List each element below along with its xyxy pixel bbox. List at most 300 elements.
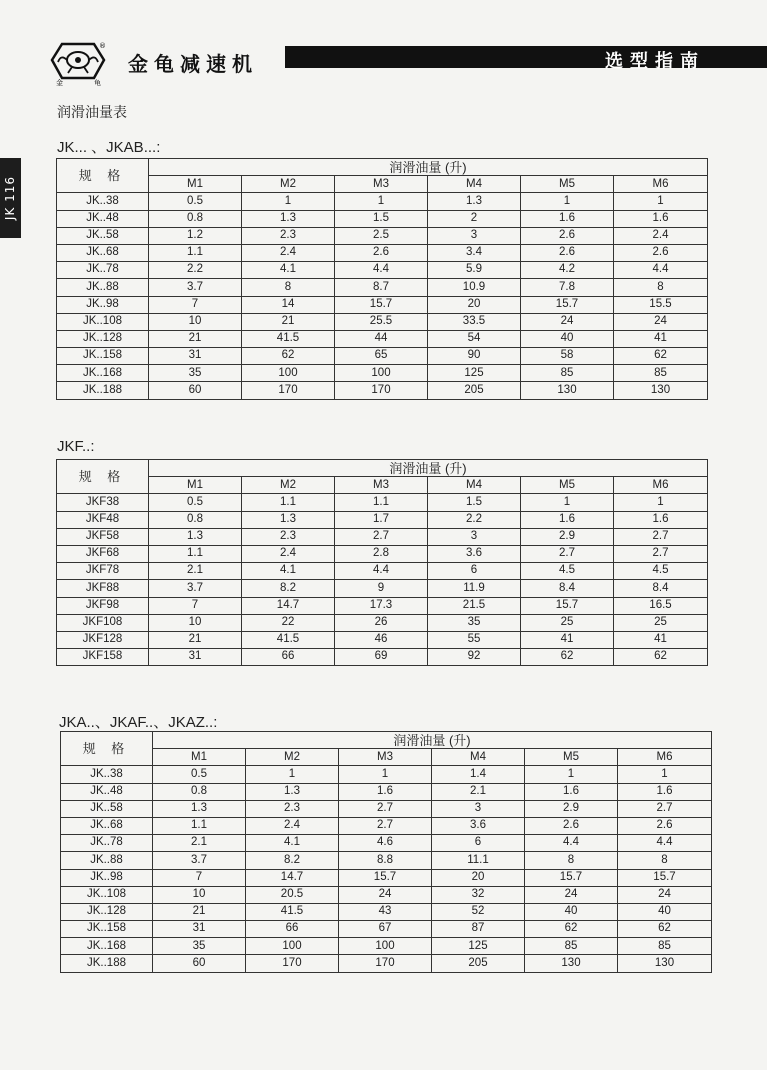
selection-guide-label: 选型指南 <box>605 51 705 72</box>
value-cell: 2.3 <box>242 528 335 545</box>
value-cell: 4.4 <box>335 563 428 580</box>
value-cell: 4.6 <box>339 835 432 852</box>
value-cell: 1.6 <box>339 783 432 800</box>
value-cell: 5.9 <box>428 262 521 279</box>
value-cell: 1.4 <box>432 766 525 783</box>
value-cell: 1.1 <box>335 494 428 511</box>
value-cell: 21.5 <box>428 597 521 614</box>
turtle-logo-icon <box>50 40 108 86</box>
value-cell: 14.7 <box>242 597 335 614</box>
value-cell: 11.9 <box>428 580 521 597</box>
column-header-m4: M4 <box>432 749 525 766</box>
value-cell: 31 <box>153 921 246 938</box>
spec-cell: JK..58 <box>57 227 149 244</box>
spec-cell: JK..48 <box>61 783 153 800</box>
value-cell: 2.7 <box>521 545 614 562</box>
value-cell: 54 <box>428 330 521 347</box>
value-cell: 14 <box>242 296 335 313</box>
spec-cell: JK..168 <box>57 365 149 382</box>
column-header-m2: M2 <box>242 176 335 193</box>
table-row <box>57 631 708 648</box>
value-cell: 3.7 <box>153 852 246 869</box>
value-cell: 8 <box>614 279 708 296</box>
value-cell: 6 <box>432 835 525 852</box>
value-cell: 24 <box>614 313 708 330</box>
spec-cell: JKF78 <box>57 563 149 580</box>
value-cell: 4.5 <box>614 563 708 580</box>
value-cell: 62 <box>614 348 708 365</box>
spec-header: 规 格 <box>57 460 149 494</box>
value-cell: 24 <box>521 313 614 330</box>
column-header-m1: M1 <box>153 749 246 766</box>
mounting-position-row <box>57 477 708 494</box>
section-title-jk: JK... 、JKAB...: <box>57 139 161 156</box>
value-cell: 205 <box>428 382 521 399</box>
value-cell: 26 <box>335 614 428 631</box>
value-cell: 3.7 <box>149 580 242 597</box>
table-row <box>61 955 712 972</box>
value-cell: 100 <box>335 365 428 382</box>
value-cell: 8.2 <box>242 580 335 597</box>
value-cell: 170 <box>335 382 428 399</box>
value-cell: 100 <box>246 938 339 955</box>
value-cell: 7 <box>149 597 242 614</box>
value-cell: 55 <box>428 631 521 648</box>
value-cell: 0.8 <box>149 210 242 227</box>
value-cell: 20 <box>432 869 525 886</box>
value-cell: 130 <box>525 955 618 972</box>
logo-left-text: 金 <box>56 79 63 86</box>
value-cell: 10.9 <box>428 279 521 296</box>
value-cell: 4.4 <box>525 835 618 852</box>
value-cell: 41.5 <box>242 631 335 648</box>
value-cell: 44 <box>335 330 428 347</box>
section-title-jkf: JKF..: <box>57 438 95 455</box>
value-cell: 87 <box>432 921 525 938</box>
spec-cell: JKF68 <box>57 545 149 562</box>
value-cell: 2.4 <box>246 817 339 834</box>
value-cell: 52 <box>432 903 525 920</box>
value-cell: 1.5 <box>428 494 521 511</box>
value-cell: 7 <box>149 296 242 313</box>
value-cell: 1.3 <box>153 800 246 817</box>
value-cell: 14.7 <box>246 869 339 886</box>
value-cell: 2.4 <box>242 244 335 261</box>
value-cell: 1.3 <box>246 783 339 800</box>
value-cell: 24 <box>525 886 618 903</box>
spec-cell: JK..108 <box>57 313 149 330</box>
value-cell: 17.3 <box>335 597 428 614</box>
table-row <box>57 597 708 614</box>
value-cell: 67 <box>339 921 432 938</box>
value-cell: 85 <box>614 365 708 382</box>
table-row <box>57 262 708 279</box>
spec-cell: JK..78 <box>61 835 153 852</box>
spec-cell: JK..58 <box>61 800 153 817</box>
spec-cell: JKF108 <box>57 614 149 631</box>
value-cell: 4.4 <box>335 262 428 279</box>
header-row <box>57 460 708 477</box>
value-cell: 2.6 <box>335 244 428 261</box>
value-cell: 58 <box>521 348 614 365</box>
value-cell: 170 <box>246 955 339 972</box>
table-row <box>57 279 708 296</box>
value-cell: 3.6 <box>432 817 525 834</box>
table-row <box>57 563 708 580</box>
table-row <box>57 649 708 666</box>
value-cell: 3.4 <box>428 244 521 261</box>
value-cell: 10 <box>153 886 246 903</box>
lubrication-table-jka <box>60 731 712 973</box>
value-cell: 130 <box>521 382 614 399</box>
value-cell: 31 <box>149 348 242 365</box>
value-cell: 4.5 <box>521 563 614 580</box>
spec-cell: JK..98 <box>61 869 153 886</box>
value-cell: 60 <box>149 382 242 399</box>
spec-cell: JKF38 <box>57 494 149 511</box>
table-row <box>61 783 712 800</box>
value-cell: 60 <box>153 955 246 972</box>
value-cell: 1.6 <box>521 210 614 227</box>
value-cell: 65 <box>335 348 428 365</box>
value-cell: 3 <box>428 227 521 244</box>
value-cell: 2.5 <box>335 227 428 244</box>
value-cell: 46 <box>335 631 428 648</box>
table-row <box>57 365 708 382</box>
mounting-position-row <box>61 749 712 766</box>
value-cell: 31 <box>149 649 242 666</box>
value-cell: 1 <box>335 193 428 210</box>
table-row <box>57 330 708 347</box>
table-row <box>61 800 712 817</box>
value-cell: 15.7 <box>339 869 432 886</box>
spec-cell: JK..128 <box>61 903 153 920</box>
value-cell: 15.7 <box>618 869 712 886</box>
value-cell: 92 <box>428 649 521 666</box>
value-cell: 170 <box>339 955 432 972</box>
spec-cell: JKF58 <box>57 528 149 545</box>
value-cell: 2 <box>428 210 521 227</box>
value-cell: 130 <box>614 382 708 399</box>
value-cell: 1.3 <box>149 528 242 545</box>
value-cell: 66 <box>246 921 339 938</box>
table-row <box>61 903 712 920</box>
value-cell: 16.5 <box>614 597 708 614</box>
oil-quantity-header: 润滑油量 (升) <box>149 460 708 477</box>
value-cell: 125 <box>432 938 525 955</box>
value-cell: 21 <box>149 330 242 347</box>
value-cell: 2.6 <box>618 817 712 834</box>
column-header-m6: M6 <box>614 176 708 193</box>
table-row <box>57 545 708 562</box>
spec-cell: JK..38 <box>61 766 153 783</box>
value-cell: 1.1 <box>153 817 246 834</box>
column-header-m4: M4 <box>428 176 521 193</box>
value-cell: 1.6 <box>614 511 708 528</box>
value-cell: 15.7 <box>525 869 618 886</box>
oil-quantity-header: 润滑油量 (升) <box>149 159 708 176</box>
value-cell: 3 <box>432 800 525 817</box>
value-cell: 9 <box>335 580 428 597</box>
value-cell: 2.2 <box>149 262 242 279</box>
value-cell: 8 <box>242 279 335 296</box>
value-cell: 4.1 <box>246 835 339 852</box>
spec-cell: JK..68 <box>57 244 149 261</box>
column-header-m1: M1 <box>149 176 242 193</box>
value-cell: 85 <box>618 938 712 955</box>
value-cell: 2.2 <box>428 511 521 528</box>
table-row <box>57 348 708 365</box>
value-cell: 8.8 <box>339 852 432 869</box>
value-cell: 1.7 <box>335 511 428 528</box>
spec-cell: JK..48 <box>57 210 149 227</box>
value-cell: 100 <box>242 365 335 382</box>
value-cell: 85 <box>521 365 614 382</box>
value-cell: 125 <box>428 365 521 382</box>
table-row <box>61 869 712 886</box>
value-cell: 1 <box>242 193 335 210</box>
page-header <box>0 0 767 100</box>
value-cell: 20 <box>428 296 521 313</box>
value-cell: 8 <box>525 852 618 869</box>
table-row <box>57 210 708 227</box>
spec-cell: JK..88 <box>61 852 153 869</box>
mounting-position-row <box>57 176 708 193</box>
value-cell: 21 <box>153 903 246 920</box>
value-cell: 1 <box>339 766 432 783</box>
value-cell: 40 <box>521 330 614 347</box>
spec-cell: JK..78 <box>57 262 149 279</box>
value-cell: 1 <box>614 193 708 210</box>
spec-cell: JK..188 <box>57 382 149 399</box>
value-cell: 22 <box>242 614 335 631</box>
value-cell: 4.1 <box>242 563 335 580</box>
value-cell: 6 <box>428 563 521 580</box>
value-cell: 0.8 <box>153 783 246 800</box>
column-header-m4: M4 <box>428 477 521 494</box>
spec-cell: JK..88 <box>57 279 149 296</box>
side-tab <box>0 158 21 238</box>
value-cell: 0.8 <box>149 511 242 528</box>
table-row <box>61 852 712 869</box>
value-cell: 8.4 <box>614 580 708 597</box>
value-cell: 62 <box>618 921 712 938</box>
value-cell: 21 <box>149 631 242 648</box>
value-cell: 205 <box>432 955 525 972</box>
value-cell: 2.6 <box>614 244 708 261</box>
value-cell: 41 <box>614 631 708 648</box>
value-cell: 1.1 <box>242 494 335 511</box>
value-cell: 2.1 <box>432 783 525 800</box>
table-row <box>57 382 708 399</box>
value-cell: 41 <box>614 330 708 347</box>
value-cell: 1.3 <box>428 193 521 210</box>
value-cell: 2.4 <box>614 227 708 244</box>
value-cell: 4.2 <box>521 262 614 279</box>
spec-cell: JKF98 <box>57 597 149 614</box>
value-cell: 100 <box>339 938 432 955</box>
value-cell: 2.3 <box>246 800 339 817</box>
value-cell: 62 <box>242 348 335 365</box>
value-cell: 130 <box>618 955 712 972</box>
table-row <box>57 528 708 545</box>
value-cell: 10 <box>149 614 242 631</box>
spec-cell: JK..68 <box>61 817 153 834</box>
value-cell: 25.5 <box>335 313 428 330</box>
spec-header: 规 格 <box>61 732 153 766</box>
column-header-m3: M3 <box>335 176 428 193</box>
header-row <box>57 159 708 176</box>
value-cell: 1.5 <box>335 210 428 227</box>
value-cell: 0.5 <box>149 193 242 210</box>
spec-cell: JK..98 <box>57 296 149 313</box>
spec-cell: JKF158 <box>57 649 149 666</box>
spec-cell: JKF128 <box>57 631 149 648</box>
value-cell: 40 <box>618 903 712 920</box>
value-cell: 3.7 <box>149 279 242 296</box>
header-row <box>61 732 712 749</box>
value-cell: 35 <box>149 365 242 382</box>
spec-cell: JK..108 <box>61 886 153 903</box>
value-cell: 2.6 <box>525 817 618 834</box>
value-cell: 7.8 <box>521 279 614 296</box>
table-row <box>61 817 712 834</box>
value-cell: 2.7 <box>614 545 708 562</box>
value-cell: 1.6 <box>618 783 712 800</box>
spec-cell: JK..168 <box>61 938 153 955</box>
value-cell: 2.8 <box>335 545 428 562</box>
value-cell: 25 <box>521 614 614 631</box>
table-row <box>61 921 712 938</box>
column-header-m2: M2 <box>246 749 339 766</box>
table-row <box>57 580 708 597</box>
value-cell: 90 <box>428 348 521 365</box>
column-header-m3: M3 <box>335 477 428 494</box>
value-cell: 62 <box>525 921 618 938</box>
value-cell: 8.7 <box>335 279 428 296</box>
value-cell: 0.5 <box>149 494 242 511</box>
value-cell: 2.1 <box>153 835 246 852</box>
value-cell: 1.1 <box>149 545 242 562</box>
value-cell: 7 <box>153 869 246 886</box>
value-cell: 8 <box>618 852 712 869</box>
value-cell: 24 <box>339 886 432 903</box>
value-cell: 1.3 <box>242 210 335 227</box>
lubrication-table-jkf <box>56 459 708 666</box>
table-row <box>57 614 708 631</box>
value-cell: 8.4 <box>521 580 614 597</box>
spec-header: 规 格 <box>57 159 149 193</box>
column-header-m3: M3 <box>339 749 432 766</box>
table-row <box>61 766 712 783</box>
value-cell: 41 <box>521 631 614 648</box>
value-cell: 32 <box>432 886 525 903</box>
table-row <box>57 494 708 511</box>
value-cell: 21 <box>242 313 335 330</box>
page-title: 润滑油量表 <box>57 105 127 121</box>
lubrication-table-jk <box>56 158 708 400</box>
spec-cell: JK..158 <box>61 921 153 938</box>
value-cell: 41.5 <box>246 903 339 920</box>
value-cell: 0.5 <box>153 766 246 783</box>
value-cell: 1.2 <box>149 227 242 244</box>
value-cell: 2.6 <box>521 244 614 261</box>
value-cell: 8.2 <box>246 852 339 869</box>
section-title-jka: JKA..、JKAF..、JKAZ..: <box>59 714 218 731</box>
value-cell: 85 <box>525 938 618 955</box>
value-cell: 2.1 <box>149 563 242 580</box>
value-cell: 1.6 <box>614 210 708 227</box>
value-cell: 35 <box>153 938 246 955</box>
value-cell: 3 <box>428 528 521 545</box>
value-cell: 43 <box>339 903 432 920</box>
value-cell: 4.4 <box>614 262 708 279</box>
column-header-m1: M1 <box>149 477 242 494</box>
table-row <box>57 227 708 244</box>
value-cell: 15.5 <box>614 296 708 313</box>
table-row <box>57 511 708 528</box>
value-cell: 2.6 <box>521 227 614 244</box>
column-header-m5: M5 <box>525 749 618 766</box>
value-cell: 2.7 <box>339 817 432 834</box>
value-cell: 62 <box>614 649 708 666</box>
brand-name: 金龟减速机 <box>128 52 258 76</box>
column-header-m6: M6 <box>614 477 708 494</box>
column-header-m5: M5 <box>521 176 614 193</box>
value-cell: 24 <box>618 886 712 903</box>
value-cell: 1 <box>521 193 614 210</box>
table-row <box>57 296 708 313</box>
side-tab-label: JK 116 <box>3 175 18 221</box>
value-cell: 15.7 <box>521 296 614 313</box>
column-header-m5: M5 <box>521 477 614 494</box>
table-row <box>57 313 708 330</box>
oil-quantity-header: 润滑油量 (升) <box>153 732 712 749</box>
value-cell: 1 <box>246 766 339 783</box>
spec-cell: JK..158 <box>57 348 149 365</box>
table-row <box>57 244 708 261</box>
value-cell: 62 <box>521 649 614 666</box>
value-cell: 1.3 <box>242 511 335 528</box>
value-cell: 66 <box>242 649 335 666</box>
value-cell: 2.7 <box>335 528 428 545</box>
value-cell: 1.6 <box>525 783 618 800</box>
value-cell: 1 <box>521 494 614 511</box>
value-cell: 15.7 <box>521 597 614 614</box>
column-header-m2: M2 <box>242 477 335 494</box>
value-cell: 4.4 <box>618 835 712 852</box>
spec-cell: JKF48 <box>57 511 149 528</box>
spec-cell: JK..128 <box>57 330 149 347</box>
value-cell: 15.7 <box>335 296 428 313</box>
table-row <box>61 938 712 955</box>
value-cell: 33.5 <box>428 313 521 330</box>
registered-mark: ® <box>99 42 106 50</box>
value-cell: 20.5 <box>246 886 339 903</box>
spec-cell: JK..38 <box>57 193 149 210</box>
value-cell: 25 <box>614 614 708 631</box>
value-cell: 35 <box>428 614 521 631</box>
value-cell: 10 <box>149 313 242 330</box>
value-cell: 2.7 <box>339 800 432 817</box>
table-row <box>57 193 708 210</box>
value-cell: 2.4 <box>242 545 335 562</box>
value-cell: 40 <box>525 903 618 920</box>
value-cell: 2.3 <box>242 227 335 244</box>
logo-right-text: 龟 <box>94 79 101 86</box>
value-cell: 4.1 <box>242 262 335 279</box>
value-cell: 3.6 <box>428 545 521 562</box>
